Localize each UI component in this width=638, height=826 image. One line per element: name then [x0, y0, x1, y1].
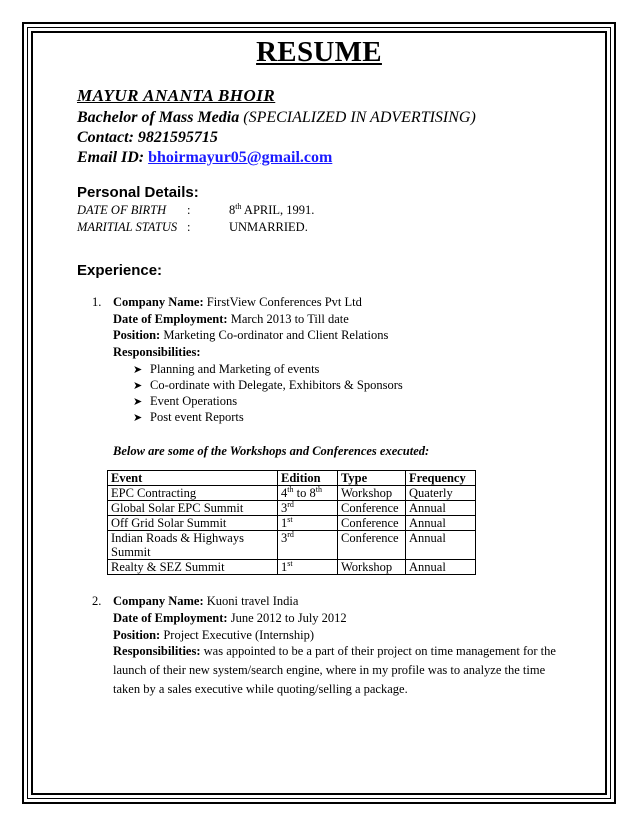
table-header-cell: Type [338, 471, 406, 486]
edition-cell: 1st [278, 516, 338, 531]
marital-status-label: MARITIAL STATUS [77, 220, 178, 234]
event-cell: EPC Contracting [108, 486, 278, 501]
edition-cell: 4th to 8th [278, 486, 338, 501]
arrow-bullet-icon: ➤ [133, 364, 143, 376]
marital-status-separator: : [187, 220, 191, 234]
frequency-cell: Annual [406, 531, 476, 560]
job1-position-label: Position: [113, 328, 161, 342]
degree-specialization: (SPECIALIZED IN ADVERTISING) [239, 109, 476, 126]
dob-separator: : [187, 203, 191, 217]
table-row [108, 516, 476, 531]
edition-cell: 3rd [278, 501, 338, 516]
table-header-cell: Edition [278, 471, 338, 486]
arrow-bullet-icon: ➤ [133, 396, 143, 408]
dob-row [77, 203, 314, 218]
job2-company-label: Company Name: [113, 594, 204, 608]
edition-cell: 3rd [278, 531, 338, 560]
job1-number: 1. [92, 295, 102, 309]
edition-cell: 1st [278, 560, 338, 575]
job2-company-line [92, 594, 298, 609]
arrow-bullet-icon: ➤ [133, 380, 143, 392]
job2-company-value: Kuoni travel India [203, 594, 299, 608]
event-cell: Off Grid Solar Summit [108, 516, 278, 531]
table-row [108, 560, 476, 575]
personal-details-heading: Personal Details: [77, 184, 199, 201]
table-intro-note: Below are some of the Workshops and Conferences executed: [113, 444, 430, 458]
table-header-cell: Event [108, 471, 278, 486]
contact-line [77, 129, 218, 147]
job2-position-value: Project Executive (Internship) [160, 628, 315, 642]
table-row [108, 531, 476, 560]
marital-status-row [77, 220, 308, 235]
job2-resp-value: was appointed to be a part of their project on time management for the launch of their new system/search engine, where in my profile was to analyze the time taken by a sales executive while quoting/selling a package. [113, 644, 556, 696]
job2-number: 2. [92, 594, 102, 608]
job1-company-label: Company Name: [113, 295, 204, 309]
degree-line [77, 109, 476, 127]
job1-position-value: Marketing Co-ordinator and Client Relations [160, 328, 389, 342]
event-cell: Indian Roads & Highways Summit [108, 531, 278, 560]
candidate-name: MAYUR ANANTA BHOIR [77, 86, 276, 105]
email-line [77, 149, 332, 167]
dob-label: DATE OF BIRTH [77, 203, 167, 217]
job2-resp-label: Responsibilities: [113, 644, 201, 658]
dob-value: 8th APRIL, 1991. [229, 201, 315, 217]
job2-position-label: Position: [113, 628, 161, 642]
table-header-cell: Frequency [406, 471, 476, 486]
job2-date-label: Date of Employment: [113, 611, 228, 625]
bullet-item: ➤ Post event Reports [133, 410, 244, 424]
table-header-row [108, 471, 476, 486]
page-title: RESUME [256, 36, 382, 68]
event-cell: Realty & SEZ Summit [108, 560, 278, 575]
bullet-item: ➤ Planning and Marketing of events [133, 362, 320, 376]
marital-status-value: UNMARRIED. [229, 220, 308, 234]
email-label: Email ID: [77, 149, 145, 166]
contact-label: Contact: [77, 129, 134, 146]
event-cell: Global Solar EPC Summit [108, 501, 278, 516]
job2-position-line [113, 628, 314, 643]
contact-value: 9821595715 [133, 129, 218, 146]
bullet-item: ➤ Co-ordinate with Delegate, Exhibitors & Sponsors [133, 378, 403, 392]
job1-responsibilities-label: Responsibilities: [113, 345, 201, 359]
degree-title: Bachelor of Mass Media [77, 109, 240, 126]
job2-date-value: June 2012 to July 2012 [227, 611, 347, 625]
type-cell: Conference [338, 531, 406, 560]
type-cell: Workshop [338, 560, 406, 575]
type-cell: Conference [338, 516, 406, 531]
frequency-cell: Annual [406, 501, 476, 516]
type-cell: Workshop [338, 486, 406, 501]
job1-date-label: Date of Employment: [113, 312, 228, 326]
job1-company-line [92, 295, 362, 310]
job1-company-value: FirstView Conferences Pvt Ltd [203, 295, 362, 309]
events-table [107, 470, 476, 575]
frequency-cell: Quaterly [406, 486, 476, 501]
email-link[interactable]: bhoirmayur05@gmail.com [148, 149, 333, 166]
job2-responsibilities [113, 642, 573, 699]
type-cell: Conference [338, 501, 406, 516]
frequency-cell: Annual [406, 516, 476, 531]
job1-date-line [113, 312, 349, 327]
frequency-cell: Annual [406, 560, 476, 575]
arrow-bullet-icon: ➤ [133, 412, 143, 424]
table-row [108, 486, 476, 501]
table-row [108, 501, 476, 516]
bullet-item: ➤ Event Operations [133, 394, 238, 408]
job2-date-line [113, 611, 347, 626]
job1-date-value: March 2013 to Till date [227, 312, 349, 326]
job1-position-line [113, 328, 388, 343]
experience-heading: Experience: [77, 262, 163, 279]
